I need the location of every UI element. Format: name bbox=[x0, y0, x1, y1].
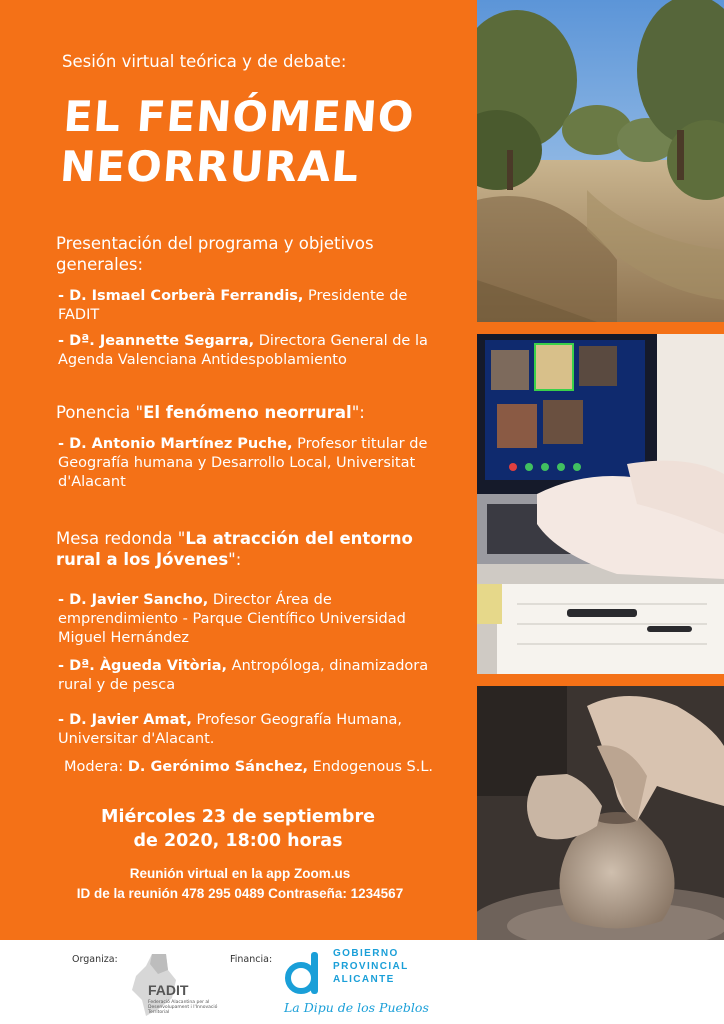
olive-grove-photo bbox=[477, 0, 724, 322]
moderator-org: Endogenous S.L. bbox=[307, 759, 434, 775]
gob-line-2: PROVINCIAL bbox=[333, 961, 409, 972]
heading-suffix: ": bbox=[351, 403, 365, 422]
event-title bbox=[59, 92, 466, 192]
event-subtitle: Sesión virtual teórica y de debate: bbox=[62, 52, 347, 71]
speaker-item bbox=[58, 591, 430, 648]
gob-line-1: GOBIERNO bbox=[333, 948, 399, 959]
heading-prefix: Ponencia " bbox=[56, 403, 144, 422]
gob-line-3: ALICANTE bbox=[333, 974, 395, 985]
fadit-logo bbox=[0, 940, 240, 1024]
speaker-item bbox=[58, 711, 430, 749]
moderator-name: D. Gerónimo Sánchez, bbox=[127, 759, 308, 775]
fadit-name: FADIT bbox=[148, 982, 189, 998]
date-line-1: Miércoles 23 de septiembre bbox=[101, 807, 375, 827]
footer bbox=[0, 940, 724, 1024]
heading-prefix: Mesa redonda " bbox=[56, 529, 186, 548]
heading-bold: La atracción del entorno rural a los Jóvenes bbox=[56, 529, 413, 569]
fadit-fullname: Federació Alacantina per al Desenvolupament i l'Innovació Territorial bbox=[148, 1000, 218, 1015]
zoom-meeting-id: ID de la reunión 478 295 0489 Contraseña: 1234567 bbox=[76, 886, 404, 901]
speaker-role: Antropóloga, dinamizadora rural y de pesca bbox=[58, 658, 429, 693]
video-call-laptop-photo bbox=[477, 334, 724, 674]
speaker-item bbox=[58, 657, 430, 695]
dipu-logo-icon bbox=[284, 948, 328, 996]
speaker-item bbox=[58, 332, 430, 370]
moderator-prefix: Modera: bbox=[64, 759, 128, 775]
title-line-1: EL FENÓMENO bbox=[62, 92, 417, 141]
speaker-name: - Dª. Jeannette Segarra, bbox=[58, 333, 255, 349]
zoom-info bbox=[30, 864, 450, 904]
speaker-role: Profesor Geografía Humana, Universitar d'Alacant. bbox=[58, 712, 402, 747]
speaker-name: - D. Javier Sancho, bbox=[58, 592, 209, 608]
pottery-wheel-photo bbox=[477, 686, 724, 940]
speaker-role: Presidente de FADIT bbox=[58, 288, 408, 323]
speaker-role: Director Área de emprendimiento - Parque Científico Universidad Miguel Hernández bbox=[58, 592, 406, 646]
mesa-heading bbox=[56, 528, 428, 570]
speaker-item bbox=[58, 287, 430, 325]
date-line-2: de 2020, 18:00 horas bbox=[133, 831, 343, 851]
speaker-role: Profesor titular de Geografía humana y Desarrollo Local, Universitat d'Alacant bbox=[58, 436, 428, 490]
gob-slogan: La Dipu de los Pueblos bbox=[284, 1000, 429, 1015]
moderator-line bbox=[64, 758, 436, 777]
zoom-line-1: Reunión virtual en la app Zoom.us bbox=[129, 866, 351, 881]
speaker-name: - Dª. Àgueda Vitòria, bbox=[58, 658, 228, 674]
heading-bold: El fenómeno neorrural bbox=[143, 403, 352, 422]
speaker-name: - D. Javier Amat, bbox=[58, 712, 192, 728]
financia-label: Financia: bbox=[230, 954, 273, 965]
organiza-label: Organiza: bbox=[72, 954, 118, 965]
speaker-item bbox=[58, 435, 430, 492]
event-date bbox=[56, 805, 420, 853]
speaker-name: - D. Antonio Martínez Puche, bbox=[58, 436, 293, 452]
title-line-2: NEORRURAL bbox=[58, 142, 361, 191]
speaker-name: - D. Ismael Corberà Ferrandis, bbox=[58, 288, 304, 304]
ponencia-heading bbox=[56, 402, 428, 423]
heading-suffix: ": bbox=[228, 550, 242, 569]
presentation-heading: Presentación del programa y objetivos generales: bbox=[56, 234, 374, 274]
speaker-role: Directora General de la Agenda Valenciana Antidespoblamiento bbox=[58, 333, 428, 368]
